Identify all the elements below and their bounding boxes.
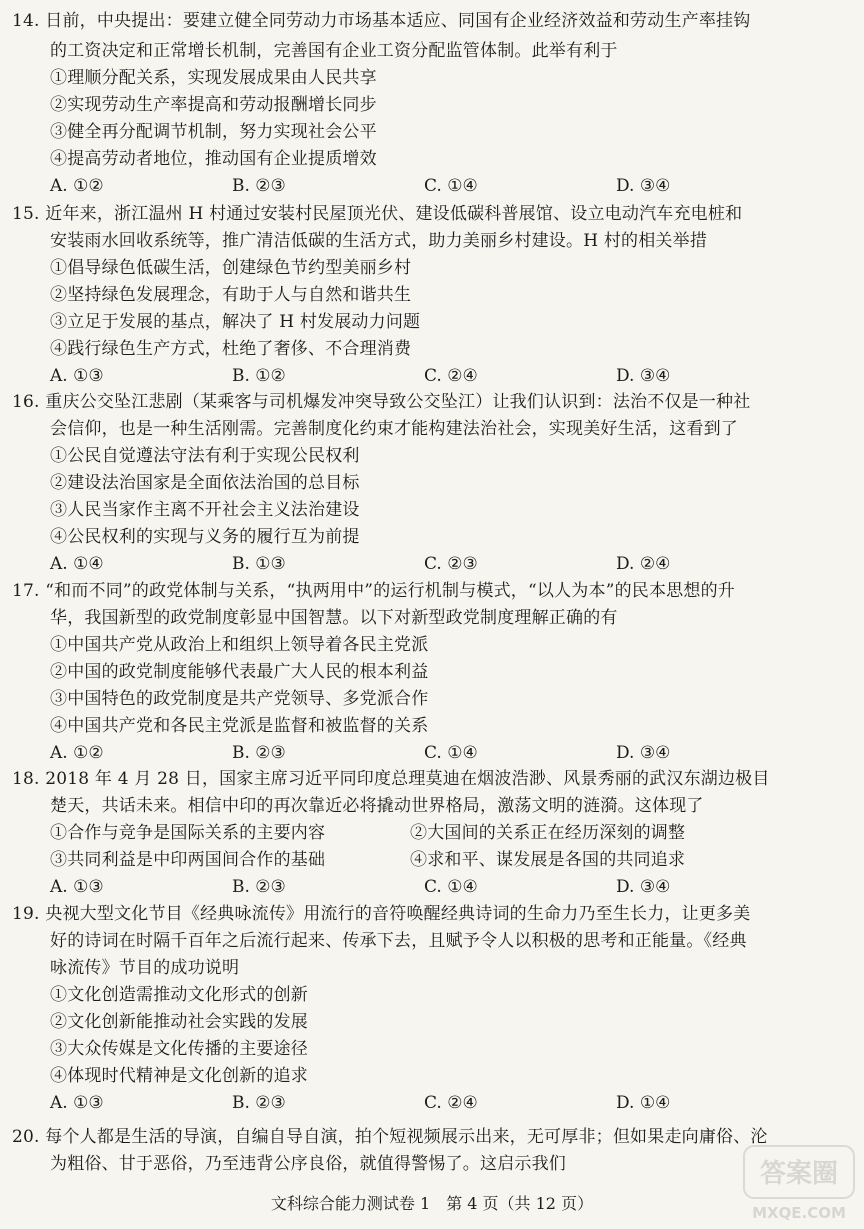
question-stem-line: 咏流传》节目的成功说明 xyxy=(50,958,240,978)
option-3: ③中国特色的政党制度是共产党领导、多党派合作 xyxy=(50,689,429,709)
answer-d: D. ②④ xyxy=(616,554,671,574)
answer-a: A. ①② xyxy=(50,743,104,763)
question-stem-line: 16. 重庆公交坠江悲剧（某乘客与司机爆发冲突导致公交坠江）让我们认识到：法治不仅是一种社 xyxy=(12,392,751,412)
option-3: ③立足于发展的基点，解决了 H 村发展动力问题 xyxy=(50,312,421,332)
option-4: ④体现时代精神是文化创新的追求 xyxy=(50,1066,308,1086)
option-3: ③健全再分配调节机制，努力实现社会公平 xyxy=(50,122,377,142)
option-2: ②大国间的关系正在经历深刻的调整 xyxy=(410,823,686,843)
option-4: ④提高劳动者地位，推动国有企业提质增效 xyxy=(50,149,377,169)
option-2: ②中国的政党制度能够代表最广大人民的根本利益 xyxy=(50,662,429,682)
answer-d: D. ③④ xyxy=(616,366,671,386)
answer-d: D. ①④ xyxy=(616,1093,671,1113)
question-stem-line: 会信仰，也是一种生活刚需。完善制度化约束才能构建法治社会，实现美好生活，这看到了 xyxy=(50,419,738,439)
watermark-text-top: 答案圈 xyxy=(759,1159,839,1189)
page-footer: 文科综合能力测试卷 1 第 4 页（共 12 页） xyxy=(270,1194,594,1213)
question-stem-line: 好的诗词在时隔千百年之后流行起来、传承下去，且赋予令人以积极的思考和正能量。《经典 xyxy=(50,931,747,951)
question-stem-line: 20. 每个人都是生活的导演，自编自导自演，拍个短视频展示出来，无可厚非；但如果走向庸俗、沦 xyxy=(12,1127,768,1147)
option-1: ①倡导绿色低碳生活，创建绿色节约型美丽乡村 xyxy=(50,258,412,278)
answer-d: D. ③④ xyxy=(616,176,671,196)
option-1: ①公民自觉遵法守法有利于实现公民权利 xyxy=(50,446,360,466)
question-stem-line: 华，我国新型的政党制度彰显中国智慧。以下对新型政党制度理解正确的有 xyxy=(50,608,618,628)
option-1: ①中国共产党从政治上和组织上领导着各民主党派 xyxy=(50,635,429,655)
answer-b: B. ①② xyxy=(232,366,286,386)
question-stem-line: 安装雨水回收系统等，推广清洁低碳的生活方式，助力美丽乡村建设。H 村的相关举措 xyxy=(50,231,708,251)
option-1: ①文化创造需推动文化形式的创新 xyxy=(50,985,308,1005)
question-stem-line: 为粗俗、甘于恶俗，乃至违背公序良俗，就值得警惕了。这启示我们 xyxy=(50,1154,566,1174)
question-stem-line: 19. 央视大型文化节目《经典咏流传》用流行的音符唤醒经典诗词的生命力乃至生长力，让更多美 xyxy=(12,904,751,924)
answer-a: A. ①③ xyxy=(50,366,104,386)
option-3: ③人民当家作主离不开社会主义法治建设 xyxy=(50,500,360,520)
answer-b: B. ①③ xyxy=(232,554,286,574)
option-3: ③共同利益是中印两国间合作的基础 xyxy=(50,850,326,870)
option-2: ②实现劳动生产率提高和劳动报酬增长同步 xyxy=(50,95,377,115)
answer-c: C. ①④ xyxy=(424,176,478,196)
question-stem-line: 楚天，共话未来。相信中印的再次靠近必将撬动世界格局，激荡文明的涟漪。这体现了 xyxy=(50,796,704,816)
option-2: ②建设法治国家是全面依法治国的总目标 xyxy=(50,473,360,493)
answer-d: D. ③④ xyxy=(616,877,671,897)
answer-c: C. ②④ xyxy=(424,366,478,386)
option-1: ①合作与竞争是国际关系的主要内容 xyxy=(50,823,326,843)
answer-a: A. ①② xyxy=(50,176,104,196)
answer-b: B. ②③ xyxy=(232,176,286,196)
question-stem-line: 15. 近年来，浙江温州 H 村通过安装村民屋顶光伏、建设低碳科普展馆、设立电动汽车充电桩和 xyxy=(12,204,743,224)
option-1: ①理顺分配关系，实现发展成果由人民共享 xyxy=(50,68,377,88)
answer-b: B. ②③ xyxy=(232,1093,286,1113)
option-4: ④公民权利的实现与义务的履行互为前提 xyxy=(50,527,360,547)
answer-c: C. ①④ xyxy=(424,877,478,897)
question-stem-line: 18. 2018 年 4 月 28 日，国家主席习近平同印度总理莫迪在烟波浩渺、风景秀丽的武汉东湖边极目 xyxy=(12,769,770,789)
answer-a: A. ①③ xyxy=(50,877,104,897)
answer-c: C. ②③ xyxy=(424,554,478,574)
answer-c: C. ②④ xyxy=(424,1093,478,1113)
answer-b: B. ②③ xyxy=(232,743,286,763)
option-3: ③大众传媒是文化传播的主要途径 xyxy=(50,1039,308,1059)
answer-b: B. ②③ xyxy=(232,877,286,897)
answer-d: D. ③④ xyxy=(616,743,671,763)
option-2: ②坚持绿色发展理念，有助于人与自然和谐共生 xyxy=(50,285,412,305)
answer-c: C. ①④ xyxy=(424,743,478,763)
answer-a: A. ①③ xyxy=(50,1093,104,1113)
watermark-logo xyxy=(740,1140,858,1226)
question-stem-line: 17. “和而不同”的政党体制与关系，“执两用中”的运行机制与模式，“以人为本”的民本思想的升 xyxy=(12,581,735,601)
question-stem-line: 14. 日前，中央提出：要建立健全同劳动力市场基本适应、同国有企业经济效益和劳动生产率挂钩 xyxy=(12,11,751,31)
option-4: ④中国共产党和各民主党派是监督和被监督的关系 xyxy=(50,716,429,736)
watermark-text-bottom: MXQE.COM xyxy=(752,1204,846,1222)
answer-a: A. ①④ xyxy=(50,554,104,574)
option-4: ④践行绿色生产方式，杜绝了奢侈、不合理消费 xyxy=(50,339,412,359)
option-4: ④求和平、谋发展是各国的共同追求 xyxy=(410,850,686,870)
question-stem-line: 的工资决定和正常增长机制，完善国有企业工资分配监管体制。此举有利于 xyxy=(50,41,618,61)
option-2: ②文化创新能推动社会实践的发展 xyxy=(50,1012,308,1032)
